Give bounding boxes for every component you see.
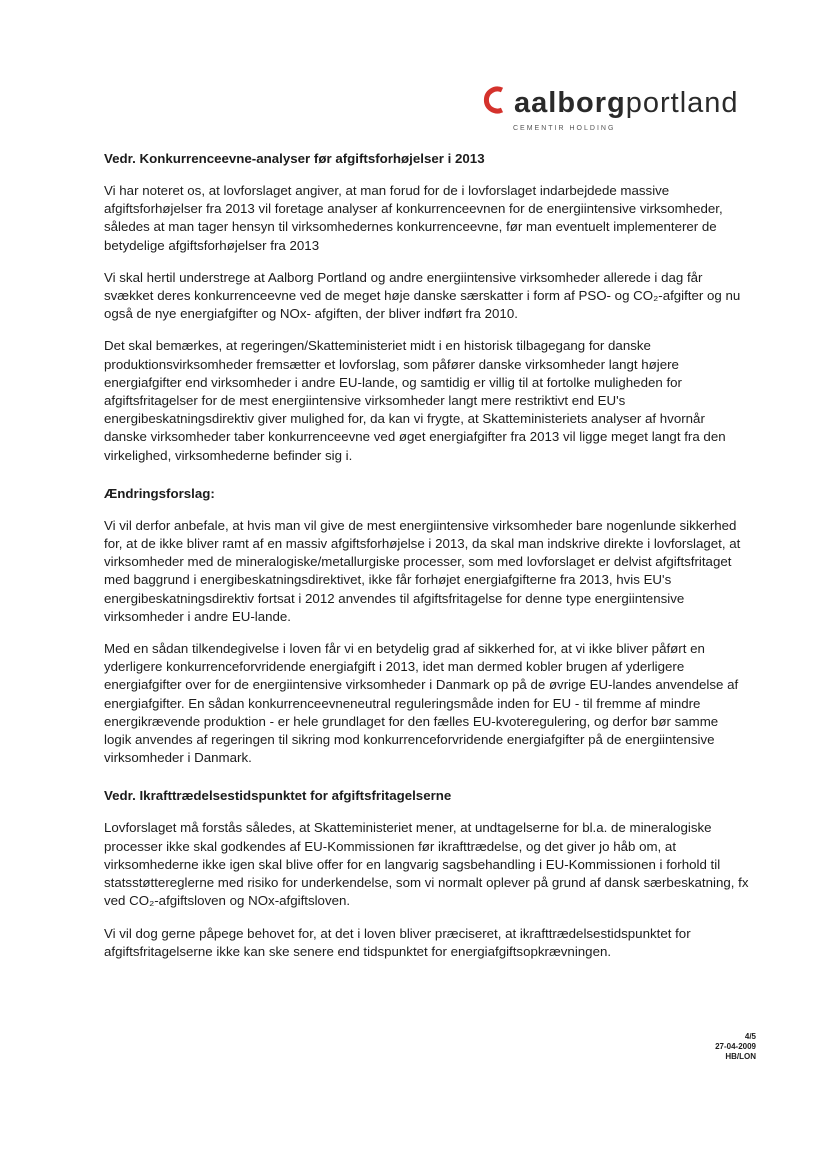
letter-body bbox=[104, 150, 749, 975]
paragraph: Lovforslaget må forstås således, at Skatteministeriet mener, at undtagelserne for bl.a. de mineralogiske processer ikke skal godkendes af EU-Kommissionen før ikrafttrædelse, og det giver jo håb om, at virksomhederne ikke igen skal blive offer for en langvarig sagsbehandling i EU-Kommissionen i forhold til statsstøttereglerne med risiko for underkendelse, som vi normalt oplever på grund af dansk særbeskatning, fx ved CO₂-afgiftsloven og NOx-afgiftsloven. bbox=[104, 820, 749, 909]
paragraph: Med en sådan tilkendegivelse i loven får vi en betydelig grad af sikkerhed for, at vi ikke bliver påført en yderligere konkurrenceforvridende energiafgift i 2013, idet man dermed kobler brugen af yderligere energiafgifter over for de energiintensive virksomheder i Danmark op på de øvrige EU-landes anvendelse af energiafgifter. En sådan konkurrenceevneneutral reguleringsmåde inden for EU - til fremme af mindre energikrævende produktion - er hele grundlaget for den fælles EU-kvoteregulering, og derfor bør samme logik anvendes af regeringen til sikring mod konkurrenceforvridende energiafgifter på de energiintensive virksomheder i Danmark. bbox=[104, 641, 739, 766]
heading-effective-date: Vedr. Ikrafttrædelsestidspunktet for afgiftsfritagelserne bbox=[104, 788, 452, 804]
logo-brand-bold: aalborg bbox=[514, 87, 626, 119]
aalborg-portland-logo-mark-icon bbox=[478, 84, 508, 116]
document-date: 27-04-2009 bbox=[715, 1042, 756, 1051]
logo-brand-light: portland bbox=[625, 87, 739, 119]
paragraph: Vi vil derfor anbefale, at hvis man vil give de mest energiintensive virksomheder bare nogenlunde sikkerhed for, at de ikke bliver ramt af en massiv afgiftsforhøjelse i 2013, da skal man indskrive direkte i lovforslaget, at virksomheder med de mineralogiske/metallurgiske processer, som med lovforslaget er delvist afgiftsfritaget med baggrund i energibeskatningsdirektivet, ikke får forhøjet energiafgifterne fra 2013, hvis EU's energibeskatningsdirektiv fortsat i 2012 anvendes til afgiftsfritagelse for denne type energiintensive virksomheder i andre EU-lande. bbox=[104, 517, 741, 624]
page-number: 4/5 bbox=[744, 1032, 756, 1041]
page-footer bbox=[715, 1032, 756, 1062]
company-logo bbox=[478, 80, 748, 140]
paragraph: Vi skal hertil understrege at Aalborg Portland og andre energiintensive virksomheder allerede i dag får svækket deres konkurrenceevne ved de meget høje danske særskatter i form af PSO- og CO₂-afgifter og nu også de nye energiafgifter og NOx- afgiften, der bliver indført fra 2010. bbox=[104, 269, 741, 322]
paragraph: Vi vil dog gerne påpege behovet for, at det i loven bliver præciseret, at ikrafttrædelsestidspunktet for afgiftsfritagelserne ikke kan ske senere end tidspunktet for energiafgiftsopkrævningen. bbox=[104, 925, 691, 959]
logo-subtitle: CEMENTIR HOLDING bbox=[513, 125, 616, 132]
paragraph: Det skal bemærkes, at regeringen/Skatteministeriet midt i en historisk tilbagegang for danske produktionsvirksomheder fremsætter et lovforslag, som påfører danske virksomheder langt højere energiafgifter end virksomheder i andre EU-lande, og samtidig er villig til at fortolke muligheden for afgiftsfritagelser for de mest energiintensive virksomheder langt mere restriktivt end EU's energibeskatningsdirektiv giver mulighed for, da kan vi frygte, at Skatteministeriets analyser af hvornår danske virksomheder taber konkurrenceevne ved øget energiafgifter fra 2013 vil ligge meget langt fra den virkelighed, virksomhederne befinder sig i. bbox=[104, 338, 726, 463]
paragraph: Vi har noteret os, at lovforslaget angiver, at man forud for de i lovforslaget indarbejdede massive afgiftsforhøjelser fra 2013 vil foretage analyser af konkurrenceevnen for de energiintensive virksomheder, således at man tager hensyn til virksomhedernes konkurrenceevne, før man eventuelt implementerer de betydelige afgiftsforhøjelser fra 2013 bbox=[104, 183, 723, 253]
heading-competitiveness-analyses: Vedr. Konkurrenceevne-analyser før afgiftsforhøjelser i 2013 bbox=[104, 151, 485, 166]
author-initials: HB/LON bbox=[725, 1052, 756, 1061]
logo-wordmark bbox=[514, 88, 739, 118]
heading-amendment-proposal: Ændringsforslag: bbox=[104, 485, 215, 501]
